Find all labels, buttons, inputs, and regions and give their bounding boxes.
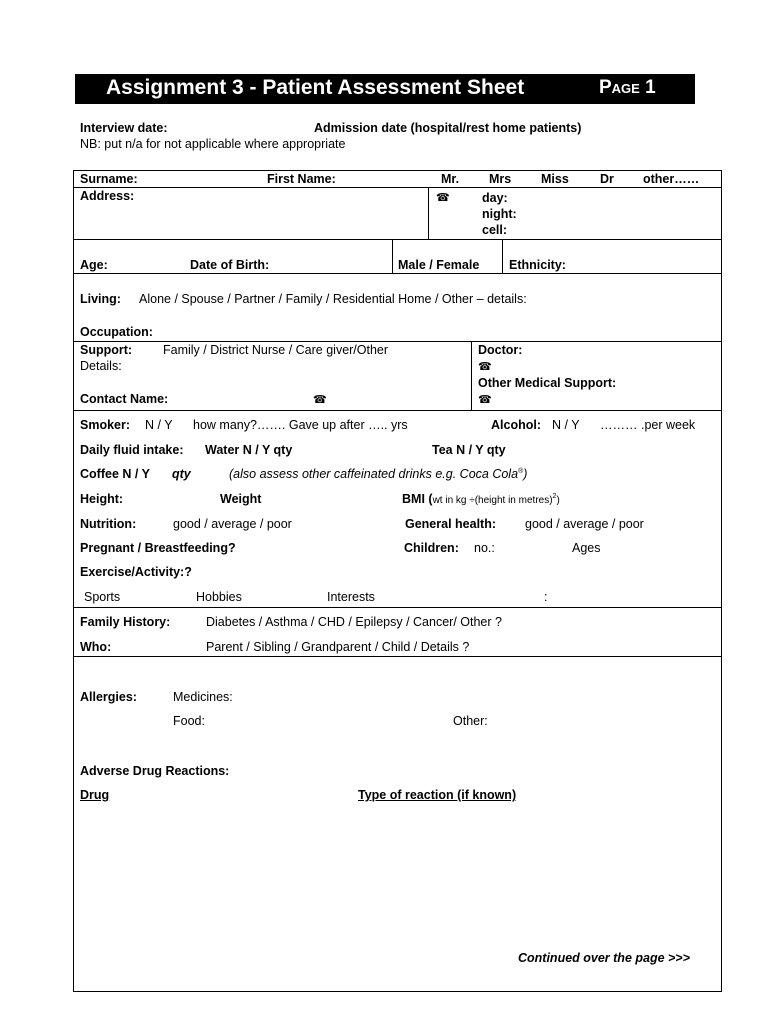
title-option-miss[interactable]: Miss [541,172,569,186]
alcohol-detail: ……… .per week [600,418,696,432]
reaction-column-header: Type of reaction (if known) [358,788,517,802]
alcohol-options[interactable]: N / Y [552,418,580,432]
divider [73,341,722,342]
caffeine-note-text: (also assess other caffeinated drinks e.g. Coca Cola [229,467,519,481]
divider [73,656,722,657]
doctor-label: Doctor: [478,343,523,357]
bmi-label [402,492,560,506]
support-label: Support: [80,343,133,357]
phone-night-label: night: [482,207,517,221]
caffeine-note-close: ) [523,467,528,481]
bmi-close: ) [556,495,560,506]
ethnicity-label: Ethnicity: [509,258,566,272]
phone-icon: ☎ [478,361,492,373]
bmi-text: BMI ( [402,492,433,506]
phone-icon: ☎ [313,394,327,406]
age-label: Age: [80,258,108,272]
nutrition-options[interactable]: good / average / poor [173,517,292,531]
divider [73,187,722,188]
title-option-mr[interactable]: Mr. [441,172,460,186]
page-title: Assignment 3 - Patient Assessment Sheet [106,76,525,99]
frame-left [73,170,74,992]
registered-mark: ® [518,467,524,475]
general-health-label: General health: [405,517,496,531]
allergy-food-label: Food: [173,714,205,728]
hobbies-label: Hobbies [196,590,242,604]
first-name-label: First Name: [267,172,336,186]
frame-right [721,170,722,992]
admission-date-label: Admission date (hospital/rest home patients) [314,121,582,135]
alcohol-label: Alcohol: [491,418,541,432]
interests-label: Interests [327,590,375,604]
adverse-reactions-label: Adverse Drug Reactions: [80,764,230,778]
support-options[interactable]: Family / District Nurse / Care giver/Other [163,343,389,357]
tea-options[interactable]: Tea N / Y qty [432,443,506,457]
occupation-label: Occupation: [80,325,153,339]
general-health-options[interactable]: good / average / poor [525,517,644,531]
phone-day-label: day: [482,191,508,205]
page-number: Page 1 [599,77,656,98]
exercise-label: Exercise/Activity:? [80,565,192,579]
living-options[interactable]: Alone / Spouse / Partner / Family / Residential Home / Other – details: [139,292,527,306]
weight-label: Weight [220,492,262,506]
frame-bottom [73,991,722,992]
ages-label: Ages [572,541,601,555]
dob-label: Date of Birth: [190,258,270,272]
divider [502,239,503,273]
water-options[interactable]: Water N / Y qty [205,443,293,457]
interests-colon: : [544,590,548,604]
divider [73,410,722,411]
interview-date-label: Interview date: [80,121,168,135]
phone-cell-label: cell: [482,223,508,237]
title-bar [75,74,695,104]
pregnant-options[interactable]: Pregnant / Breastfeeding? [80,541,236,555]
smoker-options[interactable]: N / Y [145,418,173,432]
allergy-other-label: Other: [453,714,488,728]
fluid-intake-label: Daily fluid intake: [80,443,184,457]
smoker-label: Smoker: [80,418,131,432]
divider [471,341,472,410]
coffee-options[interactable]: Coffee N / Y [80,467,150,481]
phone-icon: ☎ [436,192,450,204]
sports-label: Sports [84,590,121,604]
surname-label: Surname: [80,172,138,186]
title-option-other[interactable]: other…… [643,172,700,186]
divider [73,273,722,274]
divider [73,239,722,240]
divider [73,607,722,608]
title-option-dr[interactable]: Dr [600,172,614,186]
bmi-squared: 2 [552,492,557,500]
caffeine-note [229,467,527,481]
nutrition-label: Nutrition: [80,517,137,531]
frame-top [73,170,722,171]
family-history-options[interactable]: Diabetes / Asthma / CHD / Epilepsy / Cancer/ Other ? [206,615,502,629]
phone-icon: ☎ [478,394,492,406]
height-label: Height: [80,492,124,506]
who-options[interactable]: Parent / Sibling / Grandparent / Child / Details ? [206,640,470,654]
coffee-qty-label: qty [172,467,191,481]
address-label: Address: [80,189,135,203]
other-medical-label: Other Medical Support: [478,376,617,390]
bmi-formula: wt in kg ÷(height in metres) [432,495,553,506]
continued-note: Continued over the page >>> [518,951,690,965]
drug-column-header: Drug [80,788,110,802]
allergies-label: Allergies: [80,690,137,704]
family-history-label: Family History: [80,615,171,629]
divider [392,239,393,273]
support-details-label: Details: [80,359,122,373]
children-label: Children: [404,541,459,555]
children-no-label: no.: [474,541,495,555]
title-option-mrs[interactable]: Mrs [489,172,512,186]
contact-name-label: Contact Name: [80,392,169,406]
sex-options[interactable]: Male / Female [398,258,480,272]
divider [428,187,429,239]
nb-note: NB: put n/a for not applicable where appropriate [80,137,346,151]
allergy-medicines-label: Medicines: [173,690,233,704]
living-label: Living: [80,292,121,306]
who-label: Who: [80,640,112,654]
smoker-detail: how many?……. Gave up after ….. yrs [193,418,408,432]
